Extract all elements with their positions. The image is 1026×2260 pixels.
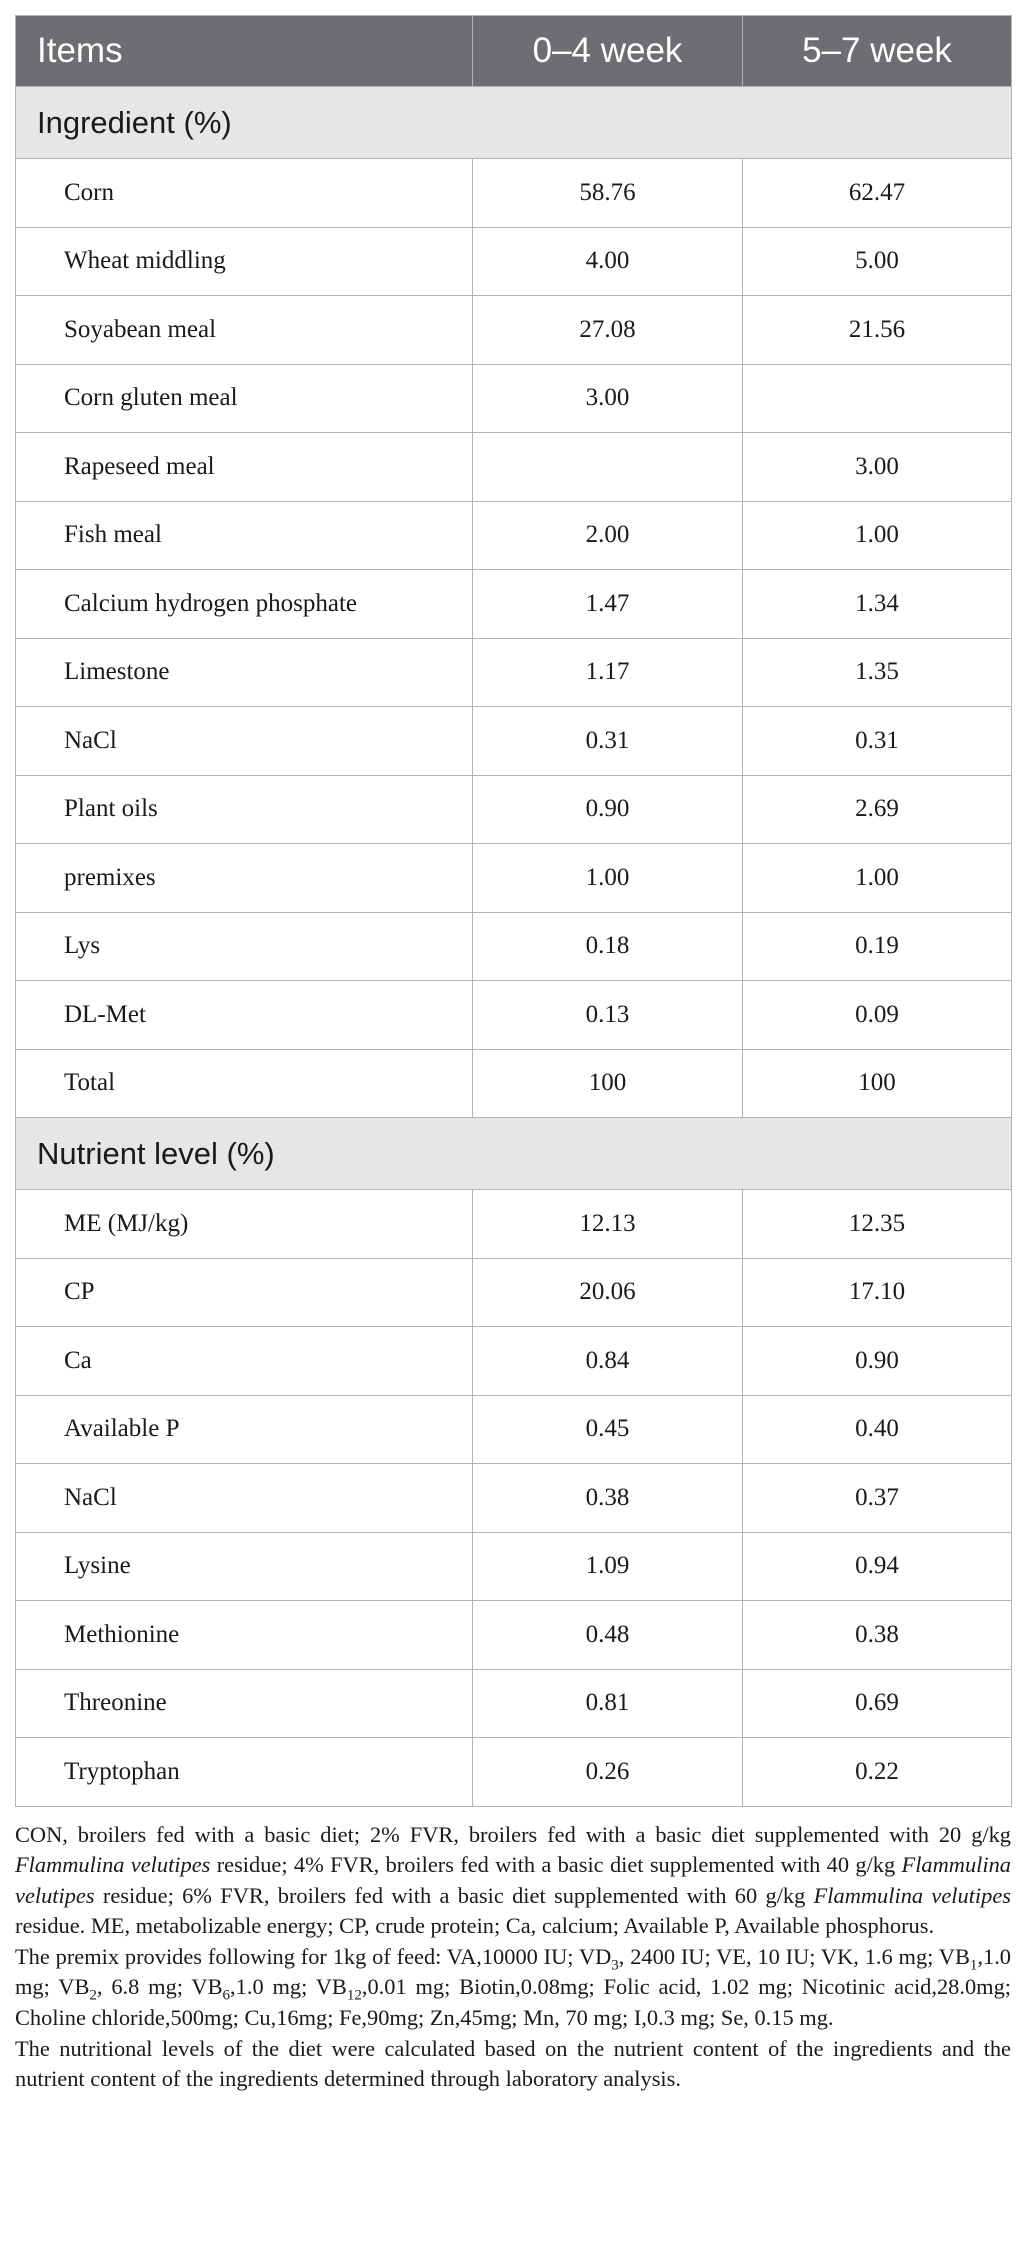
header-items: Items <box>16 16 473 87</box>
item-name-cell: Fish meal <box>16 501 473 570</box>
header-week-0-4: 0–4 week <box>473 16 743 87</box>
subscript: 12 <box>346 1987 362 2004</box>
week-0-4-value-cell: 100 <box>473 1049 743 1118</box>
table-row <box>16 501 1012 570</box>
week-0-4-value-cell: 0.90 <box>473 775 743 844</box>
week-5-7-value-cell: 0.09 <box>743 981 1012 1050</box>
item-name-cell: NaCl <box>16 1464 473 1533</box>
item-name-cell: Corn gluten meal <box>16 364 473 433</box>
week-0-4-value-cell: 0.31 <box>473 707 743 776</box>
subscript: 6 <box>222 1987 231 2004</box>
week-0-4-value-cell: 0.48 <box>473 1601 743 1670</box>
item-name-cell: Ca <box>16 1327 473 1396</box>
table-row <box>16 1049 1012 1118</box>
week-5-7-value-cell: 12.35 <box>743 1190 1012 1259</box>
week-0-4-value-cell: 0.84 <box>473 1327 743 1396</box>
table-row <box>16 707 1012 776</box>
table-row <box>16 227 1012 296</box>
week-0-4-value-cell: 3.00 <box>473 364 743 433</box>
footnote-text: , 6.8 mg; VB <box>96 1974 223 2000</box>
item-name-cell: Soyabean meal <box>16 296 473 365</box>
diet-composition-table <box>15 15 1012 1807</box>
table-row <box>16 775 1012 844</box>
item-name-cell: Wheat middling <box>16 227 473 296</box>
table-row <box>16 159 1012 228</box>
footnote-abbreviations <box>15 1820 1011 1942</box>
table-row <box>16 364 1012 433</box>
item-name-cell: Available P <box>16 1395 473 1464</box>
week-5-7-value-cell <box>743 364 1012 433</box>
footnote-text: ,0.01 mg; Biotin,0.08mg; Folic acid, 1.02 mg; Nicotinic acid,28.0mg; Choline chloride,500mg; Cu,16mg; Fe,90mg; Zn,45mg; Mn, 70 mg; I,0.3 mg; Se, 0.15 mg. <box>15 1974 1011 2031</box>
footnote-text: The premix provides following for 1kg of feed: VA,10000 IU; VD <box>15 1943 612 1969</box>
section-title: Ingredient (%) <box>16 87 1012 159</box>
subscript: 1 <box>969 1957 978 1974</box>
species-name: Flammulina velutipes <box>813 1882 1011 1908</box>
item-name-cell: CP <box>16 1258 473 1327</box>
item-name-cell: Plant oils <box>16 775 473 844</box>
table-row <box>16 1395 1012 1464</box>
week-5-7-value-cell: 100 <box>743 1049 1012 1118</box>
week-0-4-value-cell: 1.17 <box>473 638 743 707</box>
week-5-7-value-cell: 1.00 <box>743 501 1012 570</box>
subscript: 3 <box>611 1957 619 1974</box>
week-5-7-value-cell: 5.00 <box>743 227 1012 296</box>
page <box>15 15 1011 2095</box>
week-5-7-value-cell: 17.10 <box>743 1258 1012 1327</box>
week-0-4-value-cell: 58.76 <box>473 159 743 228</box>
header-week-5-7: 5–7 week <box>743 16 1012 87</box>
week-5-7-value-cell: 1.35 <box>743 638 1012 707</box>
week-0-4-value-cell: 2.00 <box>473 501 743 570</box>
week-5-7-value-cell: 21.56 <box>743 296 1012 365</box>
section-title: Nutrient level (%) <box>16 1118 1012 1190</box>
week-0-4-value-cell: 0.38 <box>473 1464 743 1533</box>
table-row <box>16 912 1012 981</box>
table-row <box>16 1258 1012 1327</box>
table-row <box>16 1327 1012 1396</box>
item-name-cell: Limestone <box>16 638 473 707</box>
section-header-row <box>16 87 1012 159</box>
species-name: Flammulina velutipes <box>15 1852 211 1878</box>
footnote-text: ,1.0 mg; VB <box>230 1974 347 2000</box>
week-5-7-value-cell: 0.22 <box>743 1738 1012 1807</box>
week-0-4-value-cell: 1.00 <box>473 844 743 913</box>
table-row <box>16 638 1012 707</box>
footnote-text: ,1.0 mg; VB <box>15 1943 1011 2000</box>
species-name: Flammulina velutipes <box>15 1852 1011 1908</box>
item-name-cell: ME (MJ/kg) <box>16 1190 473 1259</box>
footnote-calculation: The nutritional levels of the diet were calculated based on the nutrient content of the ingredients and the nutrient content of the ingredients determined through laboratory analysis. <box>15 2035 1011 2092</box>
table-row <box>16 844 1012 913</box>
table-row <box>16 296 1012 365</box>
week-5-7-value-cell: 1.34 <box>743 570 1012 639</box>
week-0-4-value-cell: 0.45 <box>473 1395 743 1464</box>
week-5-7-value-cell: 0.90 <box>743 1327 1012 1396</box>
subscript: 2 <box>89 1987 97 2004</box>
item-name-cell: Total <box>16 1049 473 1118</box>
week-0-4-value-cell: 27.08 <box>473 296 743 365</box>
item-name-cell: Lys <box>16 912 473 981</box>
table-row <box>16 1738 1012 1807</box>
item-name-cell: Rapeseed meal <box>16 433 473 502</box>
item-name-cell: Threonine <box>16 1669 473 1738</box>
week-5-7-value-cell: 1.00 <box>743 844 1012 913</box>
week-0-4-value-cell: 4.00 <box>473 227 743 296</box>
item-name-cell: Calcium hydrogen phosphate <box>16 570 473 639</box>
week-5-7-value-cell: 0.38 <box>743 1601 1012 1670</box>
week-0-4-value-cell: 0.18 <box>473 912 743 981</box>
item-name-cell: Methionine <box>16 1601 473 1670</box>
item-name-cell: DL-Met <box>16 981 473 1050</box>
table-header-row <box>16 16 1012 87</box>
table-row <box>16 1190 1012 1259</box>
table-footnotes <box>15 1820 1011 2095</box>
table-row <box>16 1601 1012 1670</box>
week-0-4-value-cell <box>473 433 743 502</box>
week-5-7-value-cell: 0.94 <box>743 1532 1012 1601</box>
table-row <box>16 1464 1012 1533</box>
table-row <box>16 570 1012 639</box>
week-0-4-value-cell: 0.81 <box>473 1669 743 1738</box>
table-row <box>16 1669 1012 1738</box>
footnote-premix <box>15 1942 1011 2034</box>
week-0-4-value-cell: 12.13 <box>473 1190 743 1259</box>
week-5-7-value-cell: 2.69 <box>743 775 1012 844</box>
item-name-cell: Tryptophan <box>16 1738 473 1807</box>
week-0-4-value-cell: 1.09 <box>473 1532 743 1601</box>
week-0-4-value-cell: 20.06 <box>473 1258 743 1327</box>
item-name-cell: Corn <box>16 159 473 228</box>
week-5-7-value-cell: 62.47 <box>743 159 1012 228</box>
week-5-7-value-cell: 0.31 <box>743 707 1012 776</box>
footnote-text: residue; 6% FVR, broilers fed with a basic diet supplemented with 60 g/kg <box>94 1882 814 1908</box>
week-5-7-value-cell: 0.37 <box>743 1464 1012 1533</box>
item-name-cell: NaCl <box>16 707 473 776</box>
table-row <box>16 981 1012 1050</box>
footnote-text: residue; 4% FVR, broilers fed with a basic diet supplemented with 40 g/kg <box>210 1852 902 1878</box>
table-body <box>16 87 1012 1807</box>
table-row <box>16 433 1012 502</box>
item-name-cell: Lysine <box>16 1532 473 1601</box>
footnote-text: CON, broilers fed with a basic diet; 2% FVR, broilers fed with a basic diet supplemented with 20 g/kg <box>15 1821 1011 1847</box>
table-row <box>16 1532 1012 1601</box>
week-5-7-value-cell: 0.40 <box>743 1395 1012 1464</box>
week-0-4-value-cell: 0.26 <box>473 1738 743 1807</box>
item-name-cell: premixes <box>16 844 473 913</box>
week-5-7-value-cell: 0.69 <box>743 1669 1012 1738</box>
week-5-7-value-cell: 3.00 <box>743 433 1012 502</box>
section-header-row <box>16 1118 1012 1190</box>
week-0-4-value-cell: 1.47 <box>473 570 743 639</box>
week-0-4-value-cell: 0.13 <box>473 981 743 1050</box>
week-5-7-value-cell: 0.19 <box>743 912 1012 981</box>
footnote-text: , 2400 IU; VE, 10 IU; VK, 1.6 mg; VB <box>618 1943 970 1969</box>
footnote-text: residue. ME, metabolizable energy; CP, crude protein; Ca, calcium; Available P, Available phosphorus. <box>15 1913 935 1939</box>
